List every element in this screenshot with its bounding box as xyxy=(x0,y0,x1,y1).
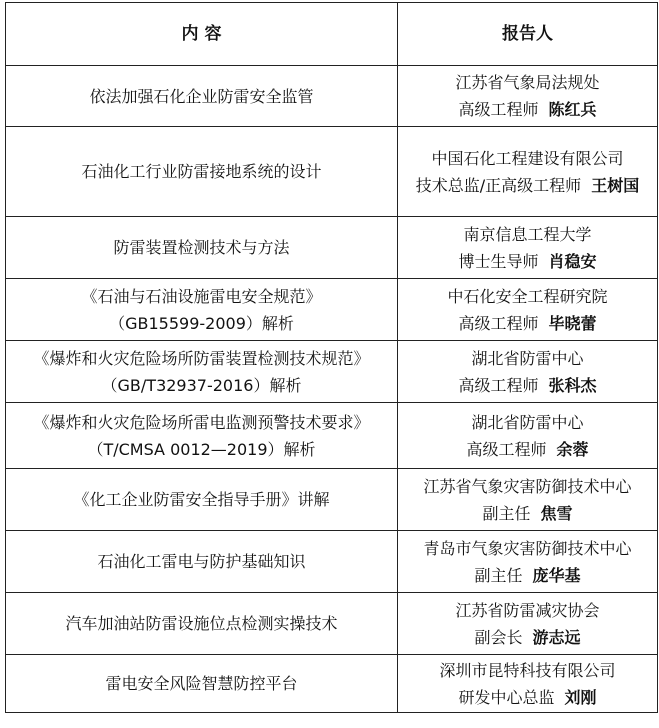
agenda-table xyxy=(5,2,658,713)
reporter-role: 高级工程师 xyxy=(458,313,539,333)
topic-cell xyxy=(6,341,398,403)
reporter-org: 湖北省防雷中心 xyxy=(471,348,584,368)
reporter-cell xyxy=(398,217,658,279)
reporter-org: 湖北省防雷中心 xyxy=(471,412,584,432)
reporter-cell xyxy=(398,341,658,403)
header-content: 内 容 xyxy=(6,3,398,66)
topic-text: 防雷装置检测技术与方法 xyxy=(113,238,290,257)
reporter-org: 中石化安全工程研究院 xyxy=(447,286,608,306)
topic-cell xyxy=(6,127,398,217)
reporter-name: 王树国 xyxy=(591,175,640,195)
table-row xyxy=(6,279,658,341)
reporter-org: 青岛市气象灾害防御技术中心 xyxy=(423,538,632,558)
reporter-role: 副主任 xyxy=(474,565,523,585)
reporter-name: 焦雪 xyxy=(540,503,573,523)
topic-cell xyxy=(6,217,398,279)
table-row xyxy=(6,66,658,127)
table-row xyxy=(6,403,658,469)
topic-cell xyxy=(6,655,398,713)
reporter-name: 余蓉 xyxy=(556,439,589,459)
topic-text: 《石油与石油设施雷电安全规范》 xyxy=(81,286,322,306)
topic-text: （T/CMSA 0012—2019）解析 xyxy=(87,439,316,459)
reporter-name: 毕晓蕾 xyxy=(548,313,597,333)
reporter-name: 游志远 xyxy=(532,627,581,647)
topic-cell xyxy=(6,531,398,593)
reporter-cell xyxy=(398,127,658,217)
table-row xyxy=(6,217,658,279)
topic-text: （GB15599-2009）解析 xyxy=(109,313,294,333)
topic-text: 《爆炸和火灾危险场所雷电监测预警技术要求》 xyxy=(33,412,370,432)
header-reporter: 报告人 xyxy=(398,3,658,66)
reporter-org: 江苏省气象局法规处 xyxy=(455,73,600,92)
reporter-org: 江苏省气象灾害防御技术中心 xyxy=(423,476,632,496)
topic-text: 《爆炸和火灾危险场所防雷装置检测技术规范》 xyxy=(33,348,370,368)
topic-text: 雷电安全风险智慧防控平台 xyxy=(105,674,298,693)
topic-cell xyxy=(6,66,398,127)
reporter-cell xyxy=(398,403,658,469)
table-row xyxy=(6,531,658,593)
topic-cell xyxy=(6,593,398,655)
table-row xyxy=(6,593,658,655)
topic-text: 石油化工雷电与防护基础知识 xyxy=(97,552,306,571)
table-row xyxy=(6,127,658,217)
reporter-role: 博士生导师 xyxy=(458,251,539,271)
reporter-org: 中国石化工程建设有限公司 xyxy=(431,148,624,168)
reporter-role: 副主任 xyxy=(482,503,531,523)
reporter-name: 庞华基 xyxy=(532,565,581,585)
reporter-name: 肖稳安 xyxy=(548,251,597,271)
reporter-cell xyxy=(398,531,658,593)
reporter-org: 深圳市昆特科技有限公司 xyxy=(439,660,616,680)
table-row xyxy=(6,341,658,403)
reporter-role: 技术总监/正高级工程师 xyxy=(415,175,582,195)
topic-cell xyxy=(6,469,398,531)
reporter-name: 刘刚 xyxy=(564,687,597,707)
reporter-role: 副会长 xyxy=(474,627,523,647)
topic-cell xyxy=(6,403,398,469)
reporter-cell xyxy=(398,593,658,655)
reporter-role: 研发中心总监 xyxy=(458,687,555,707)
topic-text: 石油化工行业防雷接地系统的设计 xyxy=(81,162,322,181)
topic-text: 《化工企业防雷安全指导手册》讲解 xyxy=(73,490,330,509)
reporter-cell xyxy=(398,279,658,341)
reporter-name: 张科杰 xyxy=(548,375,597,395)
reporter-role: 高级工程师 xyxy=(466,439,547,459)
topic-text: （GB/T32937-2016）解析 xyxy=(101,375,302,395)
topic-text: 依法加强石化企业防雷安全监管 xyxy=(89,86,314,106)
reporter-role: 高级工程师 xyxy=(458,375,539,395)
reporter-cell xyxy=(398,66,658,127)
reporter-name: 陈红兵 xyxy=(548,100,597,119)
reporter-org: 南京信息工程大学 xyxy=(463,224,592,244)
table-row xyxy=(6,655,658,713)
reporter-cell xyxy=(398,655,658,713)
reporter-role: 高级工程师 xyxy=(458,100,539,119)
topic-text: 汽车加油站防雷设施位点检测实操技术 xyxy=(65,614,338,633)
reporter-org: 江苏省防雷减灾协会 xyxy=(455,600,600,620)
reporter-cell xyxy=(398,469,658,531)
table-header-row xyxy=(6,3,658,66)
topic-cell xyxy=(6,279,398,341)
table-row xyxy=(6,469,658,531)
